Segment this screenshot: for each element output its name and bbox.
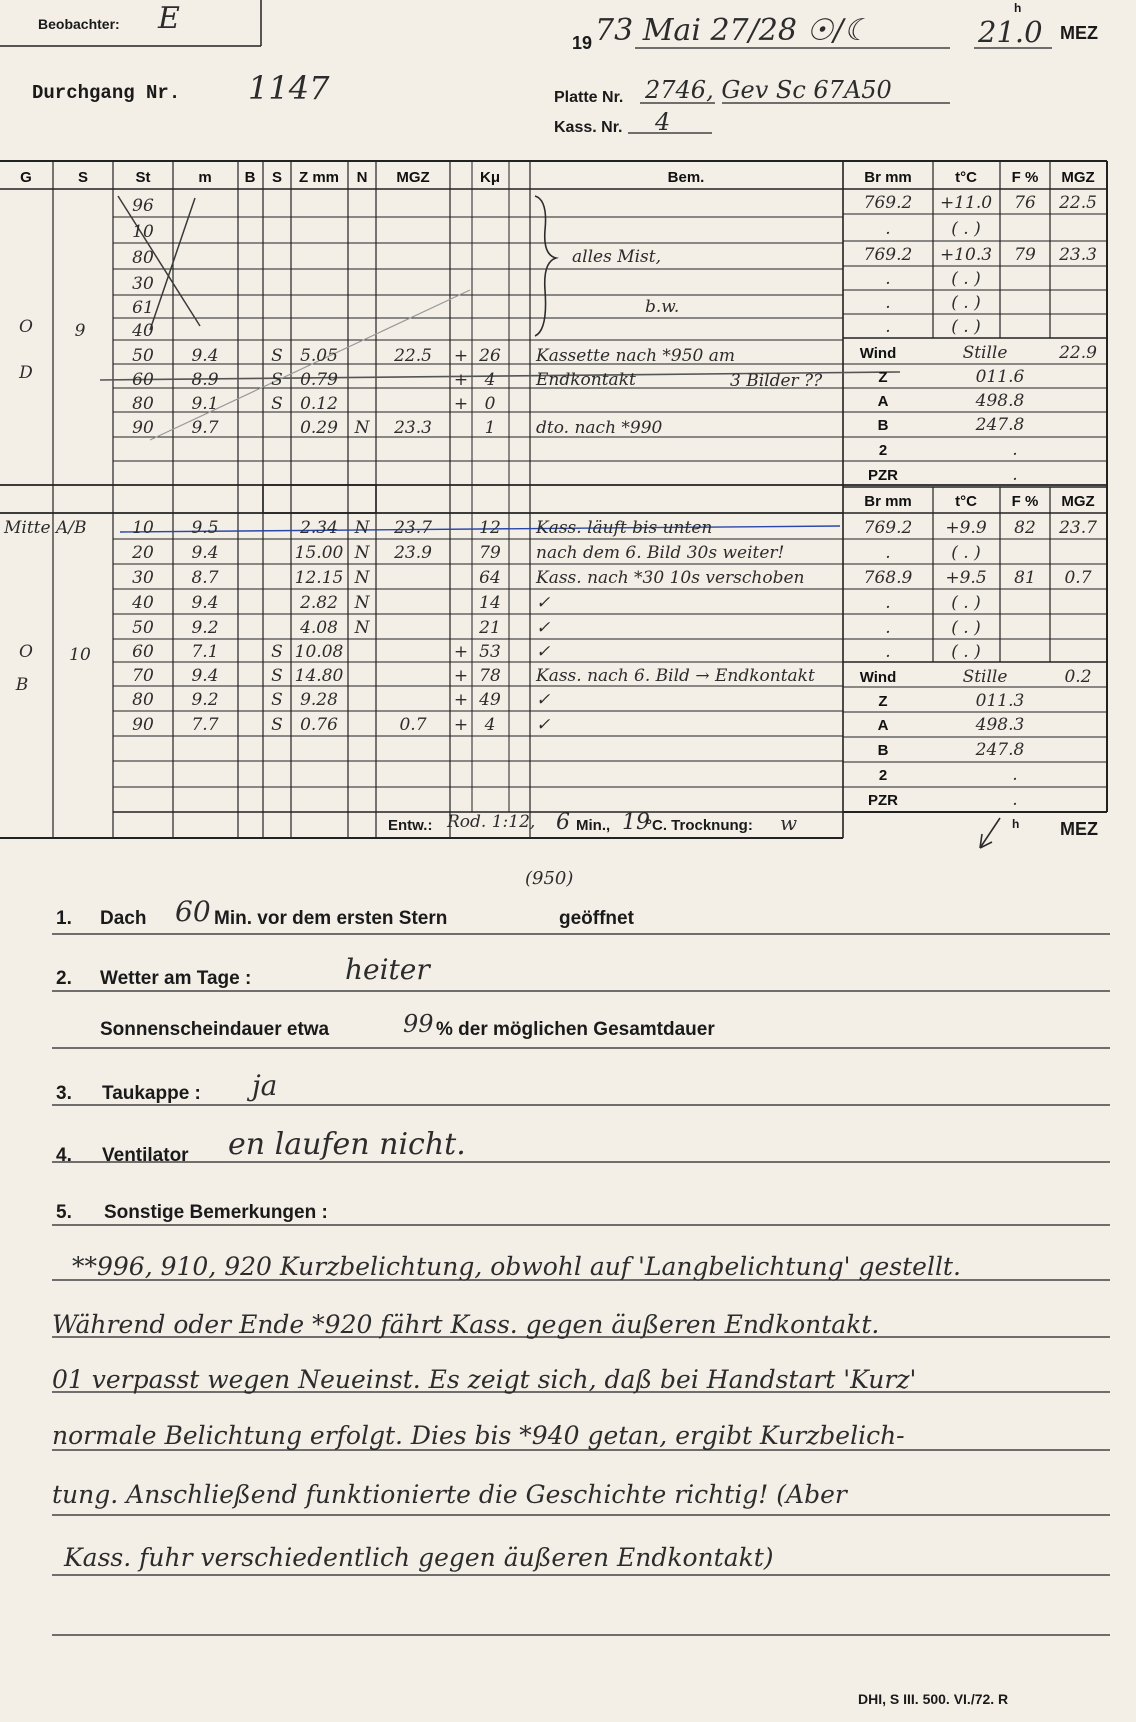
b2-k-3: 14 (479, 593, 501, 613)
q2b-label: Sonnenscheindauer etwa (100, 1019, 330, 1040)
b1-st-1: 10 (132, 222, 154, 242)
column-header-10: Bem. (667, 169, 705, 186)
time-superscript: h (1014, 1, 1022, 15)
dev-minutes: 6 (556, 810, 570, 835)
q2-label: Wetter am Tage : (100, 968, 252, 989)
weather-header-1: t°C (955, 169, 977, 186)
b2-s-label: 10 (69, 645, 91, 665)
b1-k-9: 1 (484, 418, 496, 438)
b2-bem-5: ✓ (536, 642, 551, 662)
b2-bem-7: ✓ (536, 690, 551, 710)
b1-z-7: 0.79 (300, 370, 338, 390)
q2-value: heiter (345, 953, 430, 986)
q4-value: en laufen nicht. (228, 1127, 466, 1162)
b1-st-7: 60 (132, 370, 154, 390)
b2-wt-5: ( . ) (951, 642, 981, 662)
b1-wind-z: 011.6 (975, 367, 1025, 387)
b2-wind-mgz: 0.2 (1064, 667, 1092, 687)
q1-number: 1. (56, 908, 72, 929)
b2-k-4: 21 (479, 618, 501, 638)
remark-line-3: 01 verpasst wegen Neueinst. Es zeigt sich, daß bei Handstart 'Kurz' (52, 1365, 917, 1394)
b2-m-4: 9.2 (191, 618, 219, 638)
b2-st-6: 70 (132, 666, 154, 686)
b1-wb-0: 769.2 (863, 193, 913, 213)
b1-wt-1: ( . ) (951, 219, 981, 239)
b2-wind-value: Stille (962, 667, 1008, 687)
b2-m-6: 9.4 (191, 666, 219, 686)
b2-n-0: N (354, 518, 370, 538)
weather-header-b2-1: t°C (955, 493, 977, 510)
column-header-6: Z mm (298, 169, 340, 186)
q3-label: Taukappe : (102, 1083, 201, 1104)
b2-z-1: 15.00 (294, 543, 344, 563)
b1-wind-mgz: 22.9 (1059, 343, 1097, 363)
b1-mgz-6: 22.5 (394, 346, 432, 366)
b2-wind-label-2: A (877, 717, 889, 734)
b1-extra-note: 3 Bilder ?? (730, 371, 823, 391)
b1-wind-label: Wind (859, 345, 897, 362)
b2-st-2: 30 (132, 568, 154, 588)
weather-header-b2-3: MGZ (1061, 493, 1095, 510)
b2-g-0: Mitte A/B (4, 518, 87, 538)
b1-st-8: 80 (132, 394, 154, 414)
b2-wb-5: . (885, 642, 891, 662)
b2-n-2: N (354, 568, 370, 588)
b1-st-6: 50 (132, 346, 154, 366)
q1-rest: Min. vor dem ersten Stern (214, 908, 448, 929)
b2-bem-1: nach dem 6. Bild 30s weiter! (536, 543, 785, 563)
b2-wf-2: 81 (1014, 568, 1036, 588)
b2-wb-0: 769.2 (863, 518, 913, 538)
b2-g-2: B (15, 675, 29, 695)
column-header-7: N (356, 169, 368, 186)
b1-wind-label-3: B (877, 417, 889, 434)
b1-st-4: 61 (132, 298, 154, 318)
q2-number: 2. (56, 968, 72, 989)
b2-bem-6: Kass. nach 6. Bild → Endkontakt (536, 666, 815, 686)
b1-s-7: S (271, 370, 283, 390)
b2-z-4: 4.08 (300, 618, 338, 638)
b2-wt-3: ( . ) (951, 593, 981, 613)
observer-value: E (158, 1, 180, 36)
b2-m-5: 7.1 (191, 642, 219, 662)
b2-st-3: 40 (132, 593, 154, 613)
b2-wt-1: ( . ) (951, 543, 981, 563)
b2-m-8: 7.7 (191, 715, 219, 735)
b2-wb-3: . (885, 593, 891, 613)
b1-m-8: 9.1 (191, 394, 219, 414)
b1-wt-4: ( . ) (951, 293, 981, 313)
b1-wind-2: . (1012, 440, 1018, 460)
b2-bem-3: ✓ (536, 593, 551, 613)
b2-k-6: 78 (479, 666, 501, 686)
end-mez: MEZ (1060, 819, 1098, 839)
b2-st-0: 10 (132, 518, 154, 538)
time-zone: MEZ (1060, 23, 1098, 43)
column-header-5: S (271, 169, 283, 186)
b2-z-2: 12.15 (294, 568, 344, 588)
b2-st-1: 20 (132, 543, 154, 563)
b2-s-7: S (271, 690, 283, 710)
b1-wind-label-4: 2 (878, 442, 888, 459)
q1-star-note: (950) (525, 868, 574, 889)
transit-value: 1147 (248, 69, 330, 107)
b2-wt-4: ( . ) (951, 618, 981, 638)
b2-s-6: S (271, 666, 283, 686)
b1-brace-note-2: b.w. (645, 297, 680, 317)
b1-wb-2: 769.2 (863, 245, 913, 265)
b1-s-6: S (271, 346, 283, 366)
b1-st-3: 30 (132, 274, 154, 294)
b1-st-9: 90 (132, 418, 154, 438)
b1-wind-label-2: A (877, 393, 889, 410)
b2-n-3: N (354, 593, 370, 613)
dev-minutes-label: Min., (576, 817, 611, 834)
dev-label: Entw.: (388, 817, 433, 834)
b1-m-6: 9.4 (191, 346, 219, 366)
remark-line-5: tung. Anschließend funktionierte die Geschichte richtig! (Aber (52, 1480, 847, 1509)
b2-s-5: S (271, 642, 283, 662)
b1-g-1: D (19, 363, 33, 383)
weather-header-2: F % (1011, 169, 1039, 186)
b1-st-0: 96 (132, 196, 154, 216)
column-header-4: B (244, 169, 256, 186)
b2-k-5: 53 (479, 642, 501, 662)
b2-wind-2: . (1012, 765, 1018, 785)
b1-wb-4: . (885, 293, 891, 313)
b2-bem-8: ✓ (536, 715, 551, 735)
b1-wf-2: 79 (1014, 245, 1036, 265)
b1-g-0: O (19, 317, 33, 337)
b1-z-9: 0.29 (300, 418, 338, 438)
remark-line-2: Während oder Ende *920 fährt Kass. gegen äußeren Endkontakt. (52, 1310, 880, 1339)
b1-s-8: S (271, 394, 283, 414)
b2-z-5: 10.08 (294, 642, 344, 662)
b1-z-8: 0.12 (300, 394, 338, 414)
b2-m-1: 9.4 (191, 543, 219, 563)
b1-wmgz-2: 23.3 (1059, 245, 1097, 265)
dev-dry-value: w (780, 811, 798, 835)
b1-wind-label-1: Z (878, 369, 888, 386)
b2-k-1: 79 (479, 543, 501, 563)
b2-g-1: O (19, 642, 33, 662)
b2-wind-pzr: . (1012, 790, 1018, 810)
weather-header-b2-0: Br mm (864, 493, 912, 510)
q5-number: 5. (56, 1202, 72, 1223)
b1-wind-value: Stille (962, 343, 1008, 363)
b2-wind-label: Wind (859, 669, 897, 686)
b2-wind-label-4: 2 (878, 767, 888, 784)
date-value: 73 Mai 27/28 ☉/☾ (595, 13, 871, 48)
b2-bem-2: Kass. nach *30 10s verschoben (536, 568, 805, 588)
b1-bem-9: dto. nach *990 (536, 418, 663, 438)
b2-wmgz-0: 23.7 (1059, 518, 1097, 538)
b1-sign-8: + (453, 394, 469, 414)
b2-sign-6: + (453, 666, 469, 686)
column-header-3: m (198, 169, 212, 186)
b2-wind-a: 498.3 (975, 715, 1025, 735)
b1-wind-a: 498.8 (975, 391, 1025, 411)
observer-label: Beobachter: (38, 16, 120, 32)
b2-wb-1: . (885, 543, 891, 563)
b1-k-7: 4 (484, 370, 496, 390)
column-header-8: MGZ (396, 169, 430, 186)
b2-z-7: 9.28 (300, 690, 338, 710)
b2-wind-z: 011.3 (975, 691, 1025, 711)
b1-wb-5: . (885, 317, 891, 337)
b2-st-7: 80 (132, 690, 154, 710)
b1-sign-6: + (453, 346, 469, 366)
b1-bem-7: Endkontakt (536, 370, 636, 390)
b1-st-2: 80 (132, 248, 154, 268)
column-header-2: St (135, 169, 151, 186)
b1-wt-3: ( . ) (951, 269, 981, 289)
q3-value: ja (252, 1069, 278, 1102)
b2-m-3: 9.4 (191, 593, 219, 613)
b1-wind-pzr: . (1012, 465, 1018, 485)
b2-z-8: 0.76 (300, 715, 338, 735)
b2-wt-0: +9.9 (945, 518, 987, 538)
b1-wind-label-5: PZR (868, 467, 898, 484)
cassette-label: Kass. Nr. (554, 119, 623, 136)
q1-value: 60 (175, 895, 211, 928)
b2-st-5: 60 (132, 642, 154, 662)
q4-label: Ventilator (102, 1145, 189, 1166)
weather-header-0: Br mm (864, 169, 912, 186)
b2-m-2: 8.7 (191, 568, 219, 588)
b2-mgz-8: 0.7 (399, 715, 427, 735)
remark-line-1: **996, 910, 920 Kurzbelichtung, obwohl auf 'Langbelichtung' gestellt. (72, 1252, 961, 1281)
b1-m-7: 8.9 (191, 370, 219, 390)
b1-wt-2: +10.3 (939, 245, 993, 265)
b2-sign-7: + (453, 690, 469, 710)
b1-wf-0: 76 (1014, 193, 1036, 213)
b1-n-9: N (354, 418, 370, 438)
b2-wb-2: 768.9 (863, 568, 913, 588)
b2-wb-4: . (885, 618, 891, 638)
b2-st-4: 50 (132, 618, 154, 638)
b2-bem-4: ✓ (536, 618, 551, 638)
b1-wb-3: . (885, 269, 891, 289)
b2-wind-b: 247.8 (975, 740, 1025, 760)
b2-wind-label-5: PZR (868, 792, 898, 809)
remark-line-6: Kass. fuhr verschiedentlich gegen äußeren Endkontakt) (64, 1543, 774, 1572)
q4-number: 4. (56, 1145, 72, 1166)
b1-wmgz-0: 22.5 (1059, 193, 1097, 213)
b1-wt-5: ( . ) (951, 317, 981, 337)
q3-number: 3. (56, 1083, 72, 1104)
b2-wind-label-3: B (877, 742, 889, 759)
b2-mgz-1: 23.9 (394, 543, 432, 563)
column-header-0: G (20, 169, 32, 186)
b2-k-2: 64 (479, 568, 501, 588)
b2-z-6: 14.80 (294, 666, 344, 686)
weather-header-3: MGZ (1061, 169, 1095, 186)
b2-s-8: S (271, 715, 283, 735)
q2b-value: 99 (403, 1010, 434, 1038)
b2-wf-0: 82 (1014, 518, 1036, 538)
b2-n-1: N (354, 543, 370, 563)
b1-m-9: 9.7 (191, 418, 219, 438)
q2b-rest: % der möglichen Gesamtdauer (436, 1019, 715, 1040)
b2-z-3: 2.82 (300, 593, 338, 613)
b2-sign-8: + (453, 715, 469, 735)
b1-k-8: 0 (484, 394, 496, 414)
dev-value: Rod. 1:12, (447, 812, 536, 832)
year-prefix: 19 (572, 33, 593, 53)
b1-wt-0: +11.0 (939, 193, 993, 213)
remark-line-4: normale Belichtung erfolgt. Dies bis *940 getan, ergibt Kurzbelich- (52, 1421, 905, 1450)
plate-label: Platte Nr. (554, 89, 624, 106)
b1-wb-1: . (885, 219, 891, 239)
b1-z-6: 5.05 (300, 346, 338, 366)
b1-bem-6: Kassette nach *950 am (536, 346, 736, 366)
plate-value: 2746, Gev Sc 67A50 (645, 76, 892, 104)
dev-temp-label: °C. Trocknung: (646, 817, 753, 834)
b2-wmgz-2: 0.7 (1064, 568, 1092, 588)
b2-n-4: N (354, 618, 370, 638)
b2-k-0: 12 (479, 518, 501, 538)
b2-st-8: 90 (132, 715, 154, 735)
b1-st-5: 40 (132, 321, 154, 341)
b2-k-8: 4 (484, 715, 496, 735)
b2-m-7: 9.2 (191, 690, 219, 710)
weather-header-b2-2: F % (1011, 493, 1039, 510)
b2-bem-0: Kass. läuft bis unten (536, 518, 713, 538)
q1-end: geöffnet (559, 908, 634, 929)
b1-s-label: 9 (74, 321, 86, 341)
b1-mgz-9: 23.3 (394, 418, 432, 438)
b2-wind-label-1: Z (878, 693, 888, 710)
column-header-1: S (77, 169, 89, 186)
dev-temp: 19 (622, 810, 650, 835)
footer-code: DHI, S III. 500. VI./72. R (858, 1691, 1009, 1707)
b1-wind-b: 247.8 (975, 415, 1025, 435)
end-time-h: h (1012, 817, 1020, 831)
transit-label: Durchgang Nr. (32, 82, 181, 104)
time-value: 21.0 (978, 15, 1043, 49)
column-header-9: Kμ (479, 169, 501, 186)
q1-label: Dach (100, 908, 147, 929)
cassette-value: 4 (655, 108, 671, 136)
b1-sign-7: + (453, 370, 469, 390)
b2-sign-5: + (453, 642, 469, 662)
b1-k-6: 26 (479, 346, 501, 366)
b2-m-0: 9.5 (191, 518, 219, 538)
q5-label: Sonstige Bemerkungen : (104, 1202, 328, 1223)
b2-mgz-0: 23.7 (394, 518, 432, 538)
b2-z-0: 2.34 (300, 518, 338, 538)
b1-brace-note-1: alles Mist, (572, 247, 662, 267)
b2-wt-2: +9.5 (945, 568, 987, 588)
b2-k-7: 49 (479, 690, 501, 710)
